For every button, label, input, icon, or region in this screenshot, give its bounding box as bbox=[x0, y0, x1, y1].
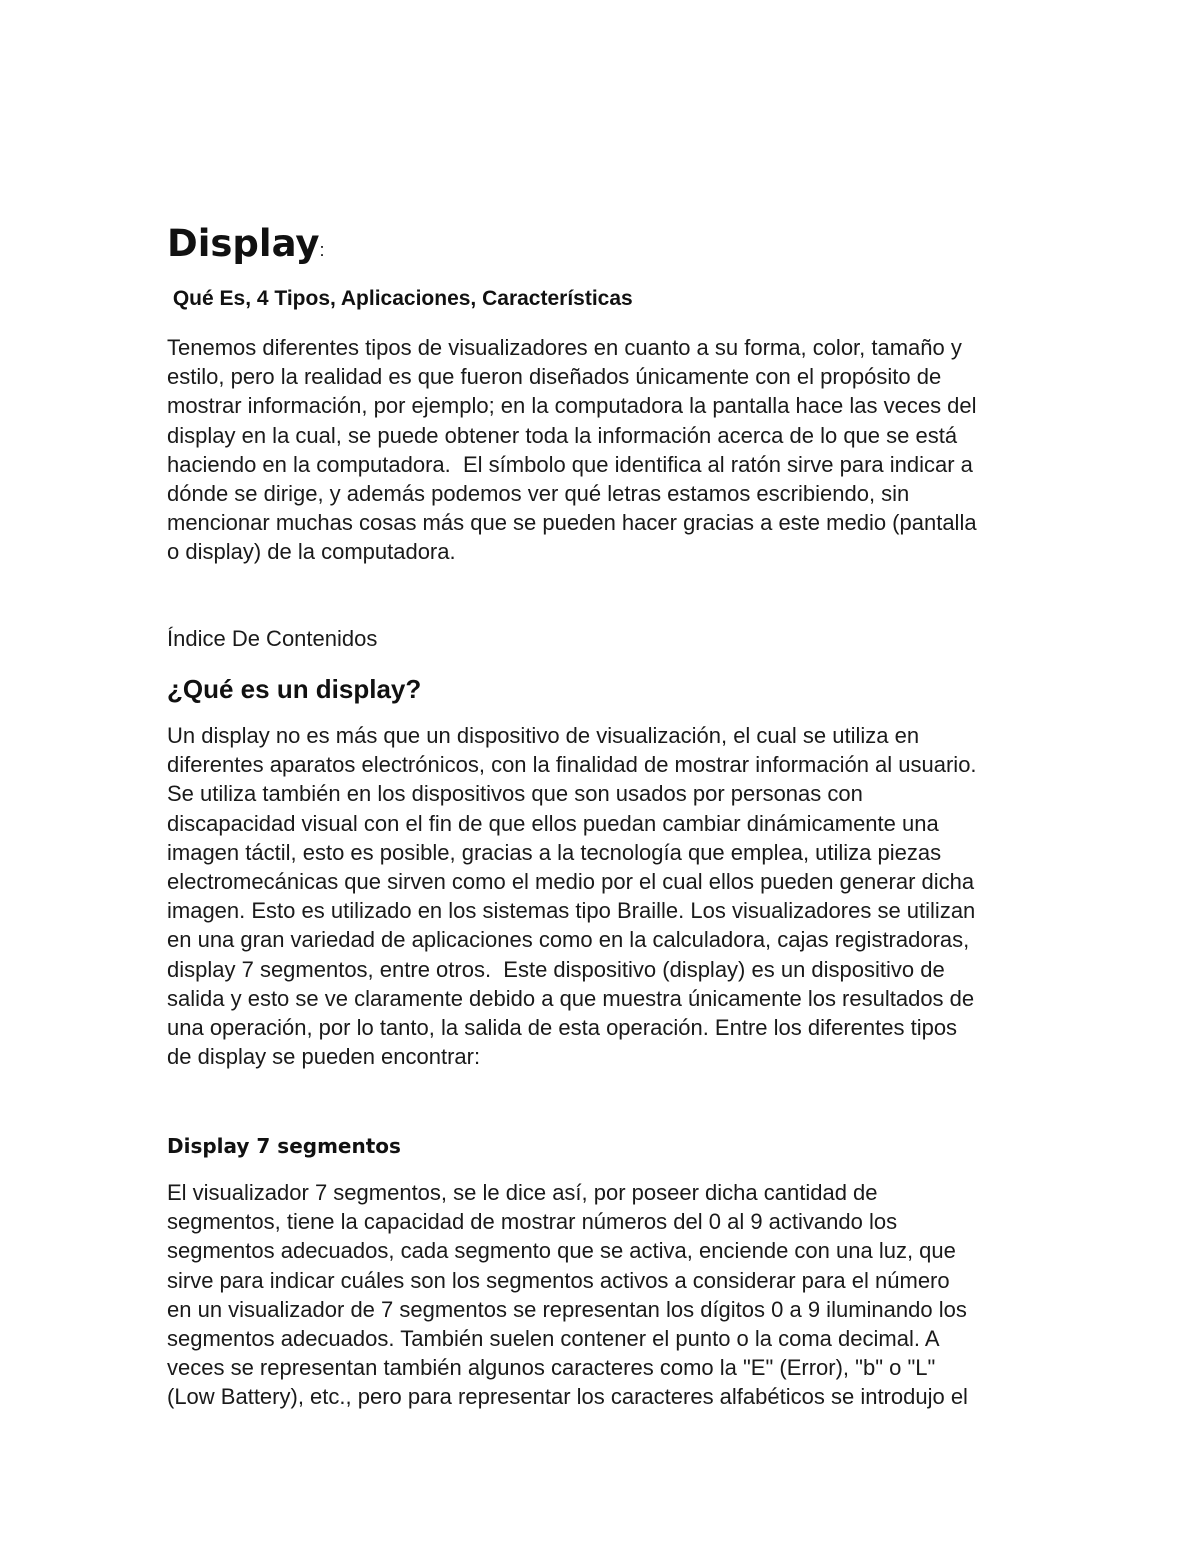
paragraph-line: salida y esto se ve claramente debido a que muestra únicamente los resultados de bbox=[167, 985, 975, 1011]
paragraph-line: sirve para indicar cuáles son los segmentos activos a considerar para el número bbox=[167, 1267, 950, 1293]
paragraph-line: dónde se dirige, y además podemos ver qué letras estamos escribiendo, sin bbox=[167, 481, 910, 507]
paragraph-line: en un visualizador de 7 segmentos se representan los dígitos 0 a 9 iluminando los bbox=[167, 1296, 967, 1322]
paragraph-line: imagen. Esto es utilizado en los sistemas tipo Braille. Los visualizadores se utilizan bbox=[167, 898, 976, 924]
paragraph-line: Un display no es más que un dispositivo de visualización, el cual se utiliza en bbox=[167, 723, 920, 748]
paragraph-line: display 7 segmentos, entre otros. Este dispositivo (display) es un dispositivo de bbox=[167, 956, 945, 982]
paragraph-line: segmentos adecuados, cada segmento que se activa, enciende con una luz, que bbox=[167, 1238, 956, 1264]
paragraph-line: o display) de la computadora. bbox=[167, 539, 456, 565]
paragraph-line: de display se pueden encontrar: bbox=[167, 1044, 481, 1070]
paragraph-line: display en la cual, se puede obtener toda la información acerca de lo que se está bbox=[167, 422, 958, 448]
paragraph-line: electromecánicas que sirven como el medio por el cual ellos pueden generar dicha bbox=[167, 869, 975, 895]
paragraph-line: una operación, por lo tanto, la salida de esta operación. Entre los diferentes tipos bbox=[167, 1015, 958, 1041]
paragraph-line: diferentes aparatos electrónicos, con la finalidad de mostrar información al usuario. bbox=[167, 752, 977, 778]
paragraph-line: imagen táctil, esto es posible, gracias a la tecnología que emplea, utiliza piezas bbox=[167, 839, 942, 865]
document-subtitle: Qué Es, 4 Tipos, Aplicaciones, Características bbox=[167, 287, 633, 310]
paragraph-line: haciendo en la computadora. El símbolo que identifica al ratón sirve para indicar a bbox=[167, 451, 973, 477]
section-heading-what-is-display: ¿Qué es un display? bbox=[167, 674, 422, 704]
seven-segment-paragraph bbox=[167, 1178, 968, 1412]
paragraph-line: segmentos, tiene la capacidad de mostrar números del 0 al 9 activando los bbox=[167, 1209, 898, 1235]
paragraph-line: en una gran variedad de aplicaciones como en la calculadora, cajas registradoras, bbox=[167, 927, 970, 953]
paragraph-line: segmentos adecuados. También suelen contener el punto o la coma decimal. A bbox=[167, 1326, 940, 1352]
paragraph-line: mostrar información, por ejemplo; en la computadora la pantalla hace las veces del bbox=[167, 393, 977, 419]
paragraph-line: Tenemos diferentes tipos de visualizadores en cuanto a su forma, color, tamaño y bbox=[167, 335, 962, 360]
document-title: Display bbox=[167, 222, 320, 265]
intro-paragraph bbox=[167, 333, 977, 567]
section-heading-seven-segment: Display 7 segmentos bbox=[167, 1134, 401, 1158]
what-is-display-paragraph bbox=[167, 721, 977, 1071]
paragraph-line: El visualizador 7 segmentos, se le dice así, por poseer dicha cantidad de bbox=[167, 1180, 878, 1205]
title-colon: : bbox=[319, 240, 325, 260]
paragraph-line: veces se representan también algunos caracteres como la "E" (Error), "b" o "L" bbox=[167, 1355, 936, 1381]
title-row bbox=[167, 222, 325, 265]
table-of-contents-label: Índice De Contenidos bbox=[167, 626, 378, 651]
paragraph-line: (Low Battery), etc., pero para representar los caracteres alfabéticos se introdujo el bbox=[167, 1384, 968, 1410]
paragraph-line: mencionar muchas cosas más que se pueden hacer gracias a este medio (pantalla bbox=[167, 510, 977, 536]
paragraph-line: Se utiliza también en los dispositivos que son usados por personas con bbox=[167, 781, 863, 807]
paragraph-line: estilo, pero la realidad es que fueron diseñados únicamente con el propósito de bbox=[167, 364, 942, 390]
paragraph-line: discapacidad visual con el fin de que ellos puedan cambiar dinámicamente una bbox=[167, 810, 939, 836]
